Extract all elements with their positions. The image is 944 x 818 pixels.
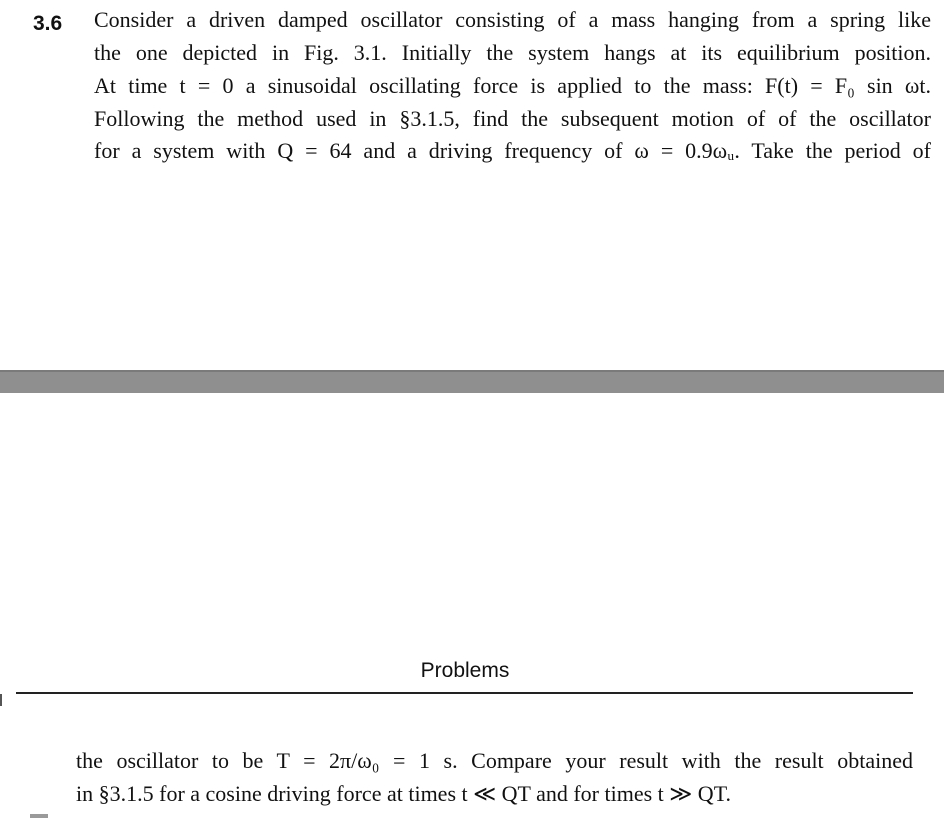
text-line: in §3.1.5 for a cosine driving force at times t ≪ QT and for times t ≫ QT. — [76, 781, 731, 806]
problem-number: 3.6 — [33, 12, 63, 35]
header-rule — [16, 692, 913, 694]
text-line: At time t = 0 a sinusoidal oscillating force is applied to the mass: F(t) = F₀ sin ωt. — [94, 73, 931, 98]
running-header: Problems — [420, 659, 510, 682]
text-line: Consider a driven damped oscillator consisting of a mass hanging from a spring like — [94, 7, 931, 32]
text-line: the oscillator to be T = 2π/ω₀ = 1 s. Compare your result with the result obtained — [76, 748, 913, 773]
page-edge-mark — [30, 814, 48, 818]
text-line: Following the method used in §3.1.5, find the subsequent motion of of the oscillator — [94, 106, 931, 131]
text-line: for a system with Q = 64 and a driving frequency of ω = 0.9ωᵤ. Take the period of — [94, 138, 931, 163]
margin-mark — [0, 694, 2, 706]
text-line: the one depicted in Fig. 3.1. Initially the system hangs at its equilibrium position. — [94, 40, 931, 65]
page-separator — [0, 370, 944, 393]
